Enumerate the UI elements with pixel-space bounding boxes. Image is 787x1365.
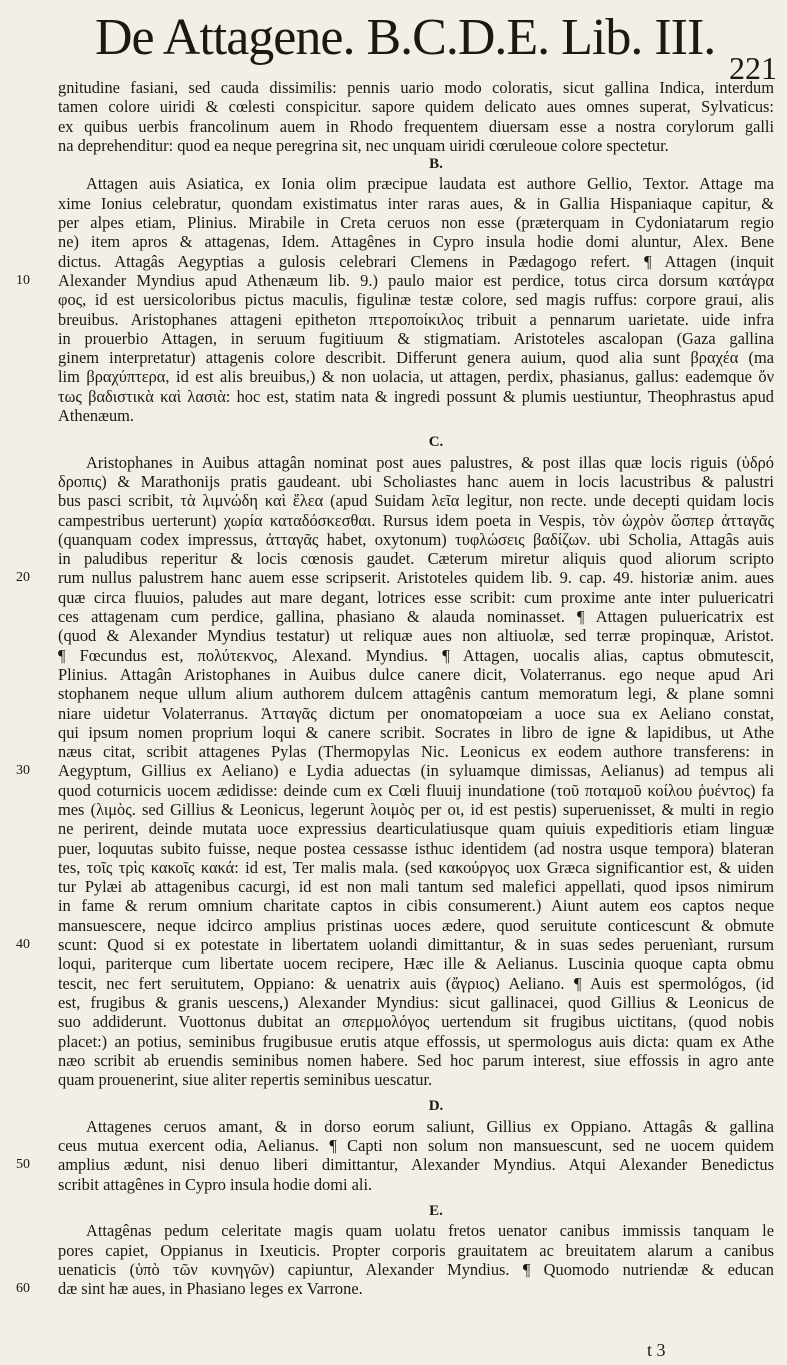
text-line-content: Athenæum.	[58, 406, 135, 426]
section-letter-d: D.	[428, 1098, 444, 1115]
text-line-content: Attagênas pedum celeritate magis quam uolatu fretos uenator canibus immissis tanquam le	[86, 1221, 774, 1241]
text-line	[58, 310, 774, 329]
text-line-content: gnitudine fasiani, sed cauda dissimilis: pennis uario modo coloratis, sicut gallina Indica, interdum	[58, 78, 774, 97]
text-line-content: mes (λιμὸς. sed Gillius & Leonicus, legerunt λοιμὸς per οι, id est pestis) superuenisset, & multi in regio	[58, 799, 774, 819]
text-line	[58, 1136, 774, 1155]
signature-mark: t 3	[647, 1340, 666, 1360]
text-line-content: (quanquam codex impressus, ἀτταγᾶς habet, oxytonum) τυφλώσεις βαδίζων. ubi Scholia, Attagâs auis	[58, 529, 774, 549]
text-line	[58, 646, 774, 665]
text-line-content: Aristophanes in Auibus attagân nominat post aues palustres, & post illas quæ locis riguis (ὑδρό	[86, 452, 774, 472]
text-line	[58, 136, 774, 155]
text-line	[58, 1051, 774, 1070]
margin-line-number: 20	[16, 570, 30, 586]
text-line-content: stophanem neque ullum alium authorem dulcem attagênis cantum memoratum legi, & plane somni	[58, 684, 774, 704]
text-line-content: næus citat, scribit attagenes Pylas (Thermopylas Nic. Leonicus ex eodem authore transferens: in	[58, 742, 774, 762]
text-line	[58, 839, 774, 858]
text-line-content: amplius ædunt, nisi denuo liberi dimittantur, Alexander Myndius. Atqui Alexander Benedictus	[58, 1155, 774, 1175]
text-line	[58, 1070, 774, 1089]
text-line	[58, 954, 774, 973]
text-line	[58, 367, 774, 386]
text-line-content: tur Pylæi ab attagenibus cacurgi, id est non mali tantum sed malefici appellati, quod ipsos nimirum	[58, 877, 774, 897]
text-line-content: ne) item apros & attagenas, Idem. Attagênes in Cypro insula hodie domi aluntur, Alex. Bene	[58, 232, 774, 252]
text-line-content: δροπις) & Marathonijs pratis gaudeant. ubi Scholiastes hanc auem in locis lacustribus & palustri	[58, 471, 774, 491]
text-line-content: campestribus uerterunt) χωρία καταδόσκεσθαι. Rursus idem poeta in Vespis, τὸν ὠχρὸν ὥσπερ ἀτταγᾶς	[58, 510, 774, 530]
text-line-content: φος, id est uersicoloribus pictus maculis, figulinæ testæ colore, sed magis ruffus: corpore graui, alis	[58, 290, 774, 310]
text-line-content: ne perirent, deinde mutata uoce expressius dearticulatiusque quam quiuis expeditioris etiam linguæ	[58, 819, 774, 839]
body-text	[58, 78, 774, 1298]
text-line-content: quod coturnicis uocem ædidisse: deinde cum ex Cœli fluuij inundatione (τοῦ ποταμοῦ κοίλου ῥυέντος) fa	[58, 780, 774, 800]
text-line	[58, 723, 774, 742]
margin-line-number: 40	[16, 937, 30, 953]
text-line	[58, 1241, 774, 1260]
text-line	[58, 800, 774, 819]
text-line	[58, 97, 774, 116]
text-line	[58, 896, 774, 915]
text-line	[58, 348, 774, 367]
text-line-content: Plinius. Attagân Aristophanes in Auibus dulce canere dicit, Volaterranus. ego neque apud Ari	[58, 664, 774, 684]
text-line	[58, 665, 774, 684]
text-line	[58, 387, 774, 406]
text-line	[58, 290, 774, 309]
text-line	[58, 271, 774, 290]
text-line-content: na deprehenditur: quod ea neque peregrina sit, nec unquam uiridi cœruleoue colore spectetur.	[58, 135, 669, 155]
section-letter-b: B.	[429, 156, 443, 173]
text-line	[58, 588, 774, 607]
section-letter-c: C.	[428, 434, 444, 451]
text-line-content: tescit, nec fert seruitutem, Oppiano: & uenatrix auis (ἄγριος) Aeliano. ¶ Auis est spermológos, (id	[58, 973, 774, 993]
text-line-content: dictus. Attagâs Aegyptias a gulosis celebrari Clemens in Pædagogo refert. ¶ Attagen (inquit	[58, 251, 774, 271]
text-line	[58, 1032, 774, 1051]
text-line-content: quæ circa fluuios, paludes aut mare degant, lotrices esse scribit: cum proxime ante inter puluericatri	[58, 587, 774, 607]
text-line	[58, 781, 774, 800]
text-line	[58, 252, 774, 271]
text-line-content: rum nullus palustrem hanc auem esse scripserit. Aristoteles quidem lib. 9. cap. 49. historiæ anim. aues	[58, 568, 774, 588]
text-line-content: tes, τοῖς τρὶς κακοῖς κακά: id est, Ter malis mala. (sed κακούργος uox Græca significantior est, & uiden	[58, 857, 774, 877]
text-line-content: scunt: Quod si ex potestate in libertatem uolandi dimittantur, & in suas sedes peruenìant, rursum	[58, 935, 774, 955]
text-line	[58, 472, 774, 491]
text-line-content: mansuescere, neque idcirco amplius pristinas uoces ædere, quod seruitute conticescunt & obmute	[58, 915, 774, 935]
text-line	[58, 117, 774, 136]
text-line-content: ¶ Fœcundus est, πολύτεκνος, Alexand. Myndius. ¶ Attagen, uocalis alias, captus obmutescit,	[58, 645, 774, 665]
text-line	[58, 78, 774, 97]
text-line-content: ginem interpretatur) attagenis colore describit. Differunt genera auium, quod alia sunt βραχέα (ma	[58, 348, 774, 368]
text-line	[58, 607, 774, 626]
text-line-content: Aegyptum, Gillius ex Aeliano) e Lydia aduectas (in syluamque dimissas, Aelianus) ad tempus ali	[58, 761, 774, 781]
text-line-content: lim βραχύπτερα, id est alis breuibus,) & non uolacia, ut attagen, perdix, phasianus, gallus: eademque ὄν	[58, 367, 774, 387]
text-line-content: (quod & Alexander Myndius testatur) ut reliquæ aues non altiuolæ, sed terræ propinquæ, Aristot.	[58, 626, 774, 646]
text-line	[58, 993, 774, 1012]
margin-line-number: 30	[16, 763, 30, 779]
text-line-content: pores capiet, Oppianus in Ixeuticis. Propter corporis grauitatem ac breuitatem alarum a canibus	[58, 1240, 774, 1260]
running-head: De Attagene. B.C.D.E. Lib. III.	[95, 9, 716, 66]
text-line	[58, 974, 774, 993]
text-line-content: in fame & rerum omnium charitate captos in cibis consumerent.) Aiunt autem eos captos neque	[58, 896, 774, 916]
text-line	[58, 453, 774, 472]
text-line-content: ex quibus uerbis francolinum auem in Rhodo frequentem diuersam esse a nostra corylorum galli	[58, 116, 774, 136]
text-line-content: τως βαδιστικὰ καὶ λασιὰ: hoc est, statim nata & ingredi possunt & plumis uestiuntur, Theophrastus apud	[58, 386, 774, 406]
text-line-content: in prouerbio Attagen, in seruum fugitiuum & stigmatiam. Aristoteles ascalopan (Gaza gallina	[58, 328, 774, 348]
text-line-content: xime Ionius celebratur, quondam existimatus inter raras aues, & in Gallia Hispaniaque capitur, &	[58, 193, 774, 213]
text-line-content: suo addiderunt. Vuottonus dubitat an σπερμολόγος uertendum sit frugibus uictitans, (quod nobis	[58, 1012, 774, 1032]
text-line	[58, 549, 774, 568]
text-line	[58, 1012, 774, 1031]
text-line	[58, 819, 774, 838]
margin-line-number: 50	[16, 1157, 30, 1173]
text-line	[58, 1155, 774, 1174]
section-letter-e: E.	[429, 1202, 443, 1219]
text-line	[58, 916, 774, 935]
text-line	[58, 877, 774, 896]
text-line-content: niare uidetur Volaterranus. Ἀτταγᾶς dictum per onomatopœiam a uoce sua ex Aeliano constat,	[58, 703, 774, 723]
text-line	[58, 1221, 774, 1240]
text-line-content: placet:) an potius, seminibus frugibusue erutis atque effossis, ut spermologus auis dicta: quam ex Athe	[58, 1031, 774, 1051]
text-line	[58, 742, 774, 761]
page-number: 221	[729, 50, 777, 86]
text-line-content: breuibus. Aristophanes attageni epitheton πτεροποίκιλος tribuit a pennarum uarietate. uide infra	[58, 309, 774, 329]
text-line	[58, 406, 774, 425]
text-line	[58, 626, 774, 645]
text-line-content: ces attagenam cum perdice, gallina, phasiano & alauda nominasset. ¶ Attagen puluericatrix est	[58, 607, 774, 627]
text-line	[58, 1279, 774, 1298]
text-line	[58, 684, 774, 703]
text-line-content: Attagen auis Asiatica, ex Ionia olim præcipue laudata est authore Gellio, Textor. Attage ma	[86, 174, 774, 194]
text-line	[58, 232, 774, 251]
text-line-content: quam prouenerint, siue aliter repertis seminibus uescatur.	[58, 1070, 433, 1090]
text-line	[58, 329, 774, 348]
text-line-content: puer, loquutas subito fuisse, neque postea cessasse isthuc identidem (ad nostra usque tempora) blateran	[58, 838, 774, 858]
text-line-content: scribit attagênes in Cypro insula hodie domi ali.	[58, 1174, 373, 1194]
text-line	[58, 858, 774, 877]
text-line	[58, 174, 774, 193]
text-line-content: per alpes etiam, Plinius. Mirabile in Creta ceruos non esse (præterquam in Cydoniatarum regio	[58, 213, 774, 233]
text-line	[58, 491, 774, 510]
text-line	[58, 194, 774, 213]
text-line	[58, 704, 774, 723]
text-line-content: in paludibus reperitur & locis cœnosis gaudet. Cæterum miretur aliquis quod aliorum scripto	[58, 549, 774, 569]
text-line-content: tamen colore uiridi & cœlesti conspicitur. sapore quidem delicato aues omnes superat, Sylvaticus:	[58, 97, 774, 117]
text-line	[58, 935, 774, 954]
text-line-content: ceus mutua exercent odia, Aelianus. ¶ Capti non solum non mansuescunt, sed ne uocem quidem	[58, 1136, 774, 1156]
text-line	[58, 530, 774, 549]
text-line	[58, 761, 774, 780]
margin-line-number: 10	[16, 272, 30, 288]
text-line-content: uenaticis (ὑπὸ τῶν κυνηγῶν) capiuntur, Alexander Myndius. ¶ Quomodo nutriendæ & educan	[58, 1259, 774, 1279]
margin-line-number: 60	[16, 1281, 30, 1297]
text-line-content: bus pasci scribit, τὰ λιμνώδη καὶ ἕλεα (apud Suidam λεῖα legitur, non recte. unde decepti quidam locis	[58, 491, 774, 511]
text-line	[58, 511, 774, 530]
text-line	[58, 1117, 774, 1136]
text-line	[58, 568, 774, 587]
text-line	[58, 213, 774, 232]
text-line-content: Alexander Myndius apud Athenæum lib. 9.) paulo maior est perdice, totus circa dorsum κατάγρα	[58, 270, 774, 290]
text-line-content: qui ipsum nomen proprium loqui & canere scribit. Socrates in libro de igne & lapidibus, ut Athe	[58, 722, 774, 742]
text-line-content: Attagenes ceruos amant, & in dorso eorum saliunt, Gillius ex Oppiano. Attagâs & gallina	[86, 1116, 774, 1136]
text-line-content: est, frugibus & granis uescens,) Alexander Myndius: sicut gallinacei, quod Gillius & Leonicus de	[58, 992, 774, 1012]
text-line-content: loqui, pariterque cum libertate uocem recipere, Hæc ille & Aelianus. Luscinia quoque capta obmu	[58, 954, 774, 974]
text-line	[58, 1260, 774, 1279]
text-line	[58, 1175, 774, 1194]
text-line-content: næo scribit ab eruendis seminibus nomen habere. Sed hoc parum interest, siue effossis in agro ante	[58, 1050, 774, 1070]
text-line-content: dæ sint hæ aues, in Phasiano leges ex Varrone.	[58, 1279, 363, 1299]
